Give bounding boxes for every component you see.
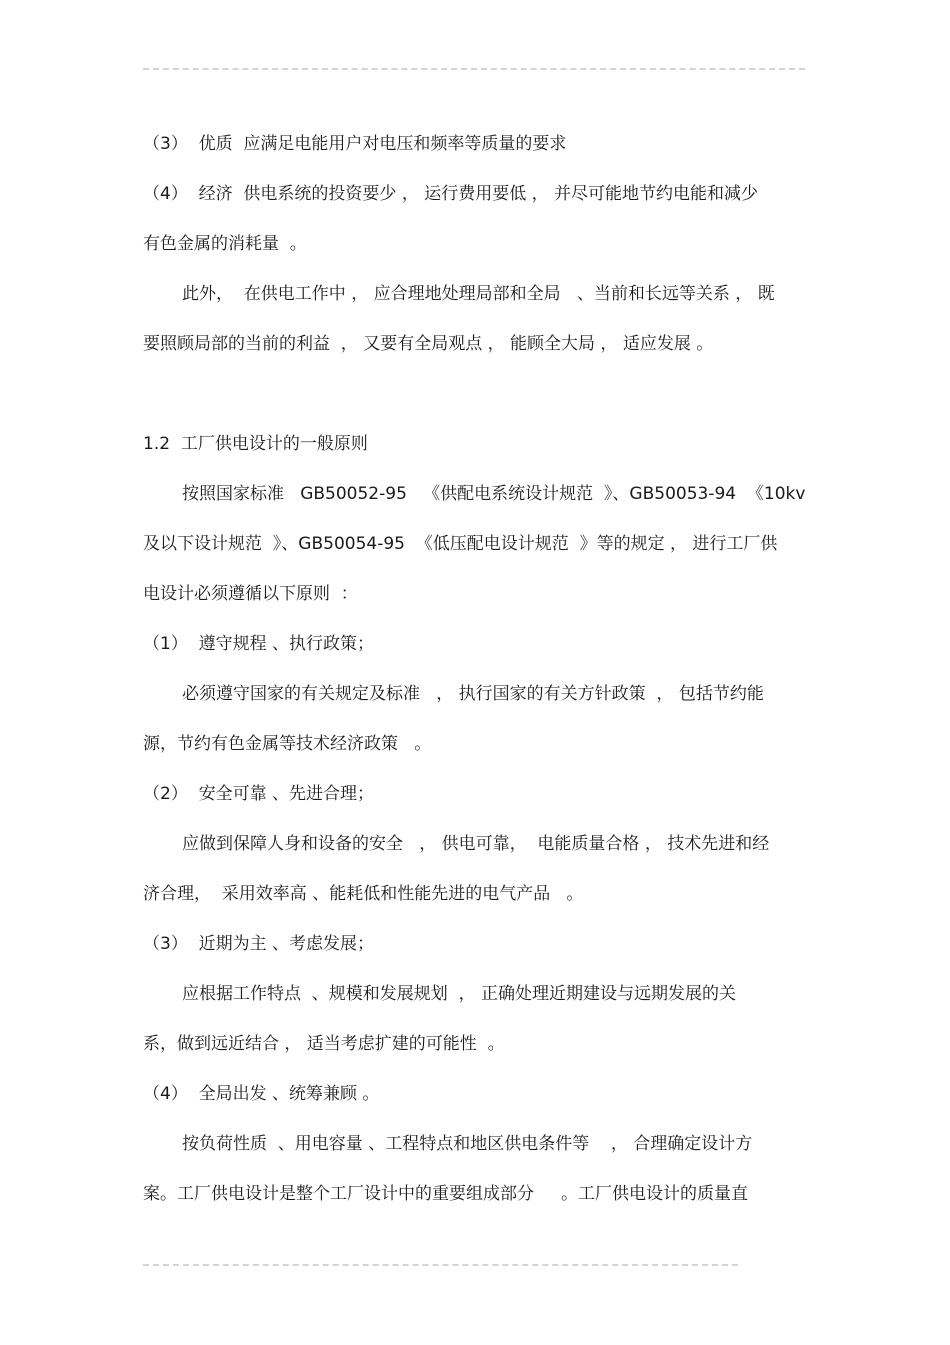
principle-heading-3: （3） 近期为主 、考虑发展； <box>143 934 375 954</box>
paragraph-line: 必须遵守国家的有关规定及标准 ， 执行国家的有关方针政策 ， 包括节约能 <box>182 684 764 704</box>
list-item-economy: （4） 经济 供电系统的投资要少 ， 运行费用要低 ， 并尽可能地节约电能和减少 <box>143 184 759 204</box>
paragraph-line: 电设计必须遵循以下原则 ： <box>143 584 358 604</box>
paragraph-line: 源，节约有色金属等技术经济政策 。 <box>143 734 432 754</box>
page-footer-rule <box>143 1264 738 1266</box>
principle-heading-1: （1） 遵守规程 、执行政策； <box>143 634 375 654</box>
paragraph-line: 按负荷性质 、用电容量 、工程特点和地区供电条件等 ， 合理确定设计方 <box>182 1134 753 1154</box>
page-header-rule <box>143 68 805 70</box>
paragraph-line: 要照顾局部的当前的利益 ， 又要有全局观点 ， 能顾全大局 ， 适应发展 。 <box>143 334 714 354</box>
paragraph-line: 系，做到远近结合 ， 适当考虑扩建的可能性 。 <box>143 1034 505 1054</box>
principle-heading-4: （4） 全局出发 、统筹兼顾 。 <box>143 1084 380 1104</box>
principle-heading-2: （2） 安全可靠 、先进合理； <box>143 784 375 804</box>
paragraph-line: 按照国家标准 GB50052-95 《供配电系统设计规范 》、GB50053-94 《10kv <box>182 484 806 504</box>
paragraph-line: 应根据工作特点 、规模和发展规划 ， 正确处理近期建设与远期发展的关 <box>182 984 737 1004</box>
paragraph-line: 及以下设计规范 》、GB50054-95 《低压配电设计规范 》等的规定 ， 进行工厂供 <box>143 534 778 554</box>
paragraph-line: 应做到保障人身和设备的安全 ， 供电可靠， 电能质量合格 ， 技术先进和经 <box>182 834 770 854</box>
paragraph-line: 案。工厂供电设计是整个工厂设计中的重要组成部分 。工厂供电设计的质量直 <box>143 1184 749 1204</box>
list-item-quality: （3） 优质 应满足电能用户对电压和频率等质量的要求 <box>143 134 567 154</box>
section-heading: 1.2 工厂供电设计的一般原则 <box>143 434 368 454</box>
paragraph-line: 有色金属的消耗量 。 <box>143 234 307 254</box>
paragraph-line: 济合理， 采用效率高 、能耗低和性能先进的电气产品 。 <box>143 884 584 904</box>
paragraph-line: 此外， 在供电工作中 ， 应合理地处理局部和全局 、当前和长远等关系 ， 既 <box>182 284 775 304</box>
